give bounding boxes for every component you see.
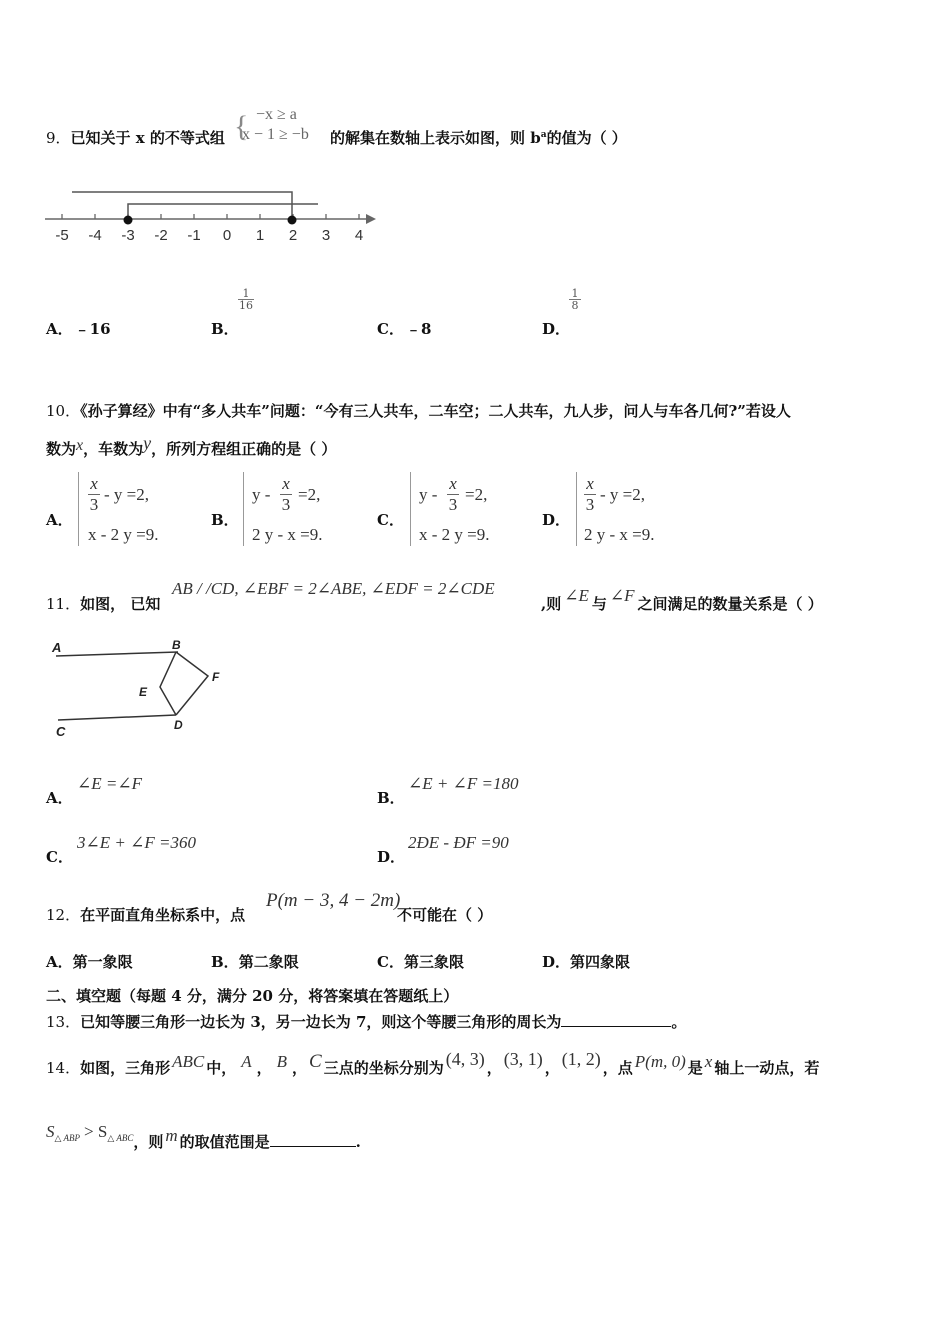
q14-coord-a: (4, 3) — [445, 1049, 485, 1069]
option-label: D． — [542, 511, 571, 529]
q13-text: 已知等腰三角形一边长为 3，另一边长为 7，则这个等腰三角形的周长为 — [80, 1013, 562, 1031]
q14-stem-line1: 14．如图，三角形 ABC 中， A ， B ， C 三点的坐标分别为 (4, 3) ， (3, 1) ， (1, 2) ，点 P(m, 0) 是 x 轴上一动点，若 — [46, 1049, 820, 1077]
axis-arrow-icon — [366, 214, 376, 224]
q10-var-x: x — [76, 437, 84, 454]
axis-tick-label: -3 — [121, 227, 135, 244]
q10-d-row2: 2 y - x =9. — [584, 525, 655, 544]
option-label: D． — [542, 320, 571, 338]
axis-tick-label: -4 — [88, 227, 102, 244]
q10-c-brace-icon — [410, 472, 413, 546]
q14-point-a: A — [241, 1052, 252, 1071]
q11-stem-pre — [46, 593, 160, 614]
option-value: 第四象限 — [570, 953, 631, 971]
q11-option-a[interactable] — [46, 787, 73, 808]
option-label: C． — [46, 848, 73, 866]
q10-option-c[interactable] — [377, 509, 404, 530]
q14-triangle-abc: ABC — [172, 1052, 205, 1071]
q11-option-c[interactable] — [46, 846, 73, 867]
q11-angle-f: ∠F — [609, 586, 635, 605]
q11-option-d-expr: 2ÐE - ÐF =90 — [408, 833, 509, 852]
option-label: A． — [46, 511, 73, 529]
path-bfd — [176, 652, 208, 715]
q14-point-c: C — [309, 1051, 322, 1072]
q10-a-row2: x - 2 y =9. — [88, 525, 159, 544]
q10-c-row1: =2, — [465, 485, 488, 504]
option-value: 第二象限 — [238, 953, 299, 971]
q12-stem-pre — [46, 904, 245, 925]
q10-b-row1-pre: y - — [252, 485, 271, 504]
q13-answer-blank[interactable] — [561, 1012, 671, 1027]
fraction-denominator: 16 — [239, 299, 253, 312]
q9-brace-icon: { — [234, 110, 249, 143]
q12-option-b[interactable] — [211, 951, 299, 972]
option-label: B． — [377, 789, 405, 807]
fraction-denominator: 3 — [585, 495, 595, 514]
option-label: C． — [377, 953, 404, 971]
fraction-numerator: x — [586, 474, 594, 493]
q13-end: 。 — [671, 1013, 687, 1031]
q10-a-row1: - y =2, — [104, 485, 149, 504]
q11-angle-e: ∠E — [564, 586, 589, 605]
label-b: B — [172, 638, 181, 652]
q9-stem-post — [330, 127, 627, 148]
q12-option-c[interactable] — [377, 951, 464, 972]
fraction-numerator: x — [90, 474, 98, 493]
q14-s-abp: S — [46, 1122, 55, 1141]
q14-gt-s: > S — [84, 1122, 108, 1141]
fraction-numerator: 1 — [571, 287, 579, 300]
path-bed — [160, 652, 176, 715]
option-label: A． — [46, 953, 73, 971]
q11-option-a-expr: ∠E =∠F — [77, 774, 142, 793]
q14-text-c: 三点的坐标分别为 — [323, 1059, 444, 1077]
q11-text-post: 之间满足的数量关系是（ ） — [637, 595, 823, 613]
q12-option-d[interactable] — [542, 951, 630, 972]
line-ab — [56, 652, 178, 656]
q10-c-row1-pre: y - — [419, 485, 438, 504]
q9-sys-row2: x − 1 ≥ −b — [242, 126, 309, 143]
label-d: D — [174, 718, 183, 732]
q9-option-c[interactable] — [377, 318, 431, 339]
solution-bar-upper — [72, 192, 292, 221]
label-f: F — [212, 670, 220, 684]
q14-coord-b: (3, 1) — [503, 1049, 543, 1069]
q12-text-post: 不可能在（ ） — [397, 906, 493, 924]
fraction-numerator: x — [449, 474, 457, 493]
q14-number: 14． — [46, 1059, 81, 1077]
q12-number: 12． — [46, 906, 81, 924]
q14-text-a: 如图，三角形 — [80, 1059, 171, 1077]
fraction-numerator: 1 — [242, 287, 250, 300]
option-label: D． — [377, 848, 406, 866]
q14-s-abp-sub: △ ABP — [54, 1133, 81, 1143]
q11-option-b-expr: ∠E + ∠F =180 — [408, 774, 519, 793]
q10-option-b[interactable] — [211, 509, 239, 530]
option-label: B． — [211, 953, 239, 971]
q14-text-h: 的取值范围是 — [179, 1133, 270, 1151]
q9-text-post: 的解集在数轴上表示如图，则 b — [330, 129, 541, 147]
q11-text-mid: ,则 — [541, 595, 562, 613]
option-label: C． — [377, 320, 404, 338]
axis-tick-label: 0 — [222, 227, 232, 244]
q14-var-m: m — [165, 1126, 178, 1145]
q11-option-c-expr: 3∠E + ∠F =360 — [77, 833, 196, 852]
q9-option-b[interactable] — [211, 318, 239, 339]
q11-text-and: 与 — [591, 595, 607, 613]
axis-tick-label: -1 — [187, 227, 201, 244]
axis-tick-label: 1 — [255, 227, 265, 244]
q13-number: 13． — [46, 1013, 81, 1031]
option-label: D． — [542, 953, 571, 971]
q9-sys-row1: −x ≥ a — [256, 106, 297, 123]
fraction-numerator: x — [282, 474, 290, 493]
q14-area-inequality — [46, 1123, 133, 1141]
q10-text-line1: 《孙子算经》中有“多人共车”问题：“今有三人共车，二车空；二人共车，九人步，问人与车各几何?”若设人 — [80, 402, 791, 420]
axis-tick-label: -5 — [55, 227, 69, 244]
q14-point-p: P(m, 0) — [634, 1052, 686, 1071]
q9-number-line — [40, 185, 385, 250]
option-label: C． — [377, 511, 404, 529]
fraction-denominator: 3 — [448, 495, 458, 514]
q9-option-d[interactable] — [542, 318, 570, 339]
q10-text-a: 数为 — [46, 440, 77, 458]
q10-b-brace-icon — [243, 472, 246, 546]
q10-b-row2: 2 y - x =9. — [252, 525, 323, 544]
option-value: ﹣16 — [74, 320, 111, 338]
q14-end: . — [355, 1133, 361, 1151]
q9-text-end: 的值为（ ） — [546, 129, 627, 147]
option-value: 第一象限 — [72, 953, 133, 971]
option-label: A． — [46, 320, 73, 338]
q11-figure — [48, 632, 238, 742]
q10-d-row1: - y =2, — [600, 485, 645, 504]
axis-tick-label: 2 — [288, 227, 298, 244]
q12-option-a[interactable] — [46, 951, 133, 972]
q14-stem-line2 — [46, 1122, 361, 1154]
q14-text-b: 中， — [206, 1059, 237, 1077]
option-label: A． — [46, 789, 73, 807]
q11-number: 11． — [46, 595, 81, 613]
q10-c-row2: x - 2 y =9. — [419, 525, 490, 544]
q10-text-b: ，车数为 — [83, 440, 144, 458]
q11-option-d[interactable] — [377, 846, 405, 867]
q14-var-x: x — [704, 1052, 713, 1071]
q9-number: 9． — [46, 129, 71, 147]
option-value: 第三象限 — [403, 953, 464, 971]
fraction-denominator: 3 — [89, 495, 99, 514]
q14-text-g: ，则 — [133, 1133, 164, 1151]
q12-text-pre: 在平面直角坐标系中，点 — [80, 906, 246, 924]
q14-text-e: 是 — [687, 1059, 703, 1077]
fraction-denominator: 3 — [281, 495, 291, 514]
q11-condition: AB / /CD, ∠EBF = 2∠ABE, ∠EDF = 2∠CDE — [172, 579, 495, 598]
axis-tick-label: 3 — [321, 227, 331, 244]
q10-option-a[interactable] — [46, 509, 73, 530]
q10-c-fraction — [447, 474, 459, 515]
q10-b-row1: =2, — [298, 485, 321, 504]
q10-a-brace-icon — [78, 472, 81, 546]
label-c: C — [56, 724, 66, 739]
q14-text-d: ，点 — [602, 1059, 633, 1077]
option-value: ﹣8 — [405, 320, 432, 338]
solid-dot-minus3 — [124, 216, 133, 225]
line-cd — [58, 715, 176, 720]
option-label: B． — [211, 320, 239, 338]
q11-option-b[interactable] — [377, 787, 405, 808]
q10-d-fraction — [584, 474, 596, 515]
q11-stem-post — [541, 586, 823, 614]
axis-tick-label: 4 — [354, 227, 364, 244]
q10-number: 10． — [46, 402, 81, 420]
q13-stem — [46, 1011, 686, 1032]
q10-stem-line1 — [46, 400, 791, 421]
option-label: B． — [211, 511, 239, 529]
section-2-heading: 二、填空题（每题 4 分，满分 20 分，将答案填在答题纸上） — [46, 987, 459, 1005]
q9-option-a[interactable] — [46, 318, 111, 339]
q10-b-fraction — [280, 474, 292, 515]
q10-text-c: ，所列方程组正确的是（ ） — [151, 440, 337, 458]
label-a: A — [52, 640, 62, 655]
q10-a-fraction — [88, 474, 100, 515]
q14-text-f: 轴上一动点，若 — [714, 1059, 820, 1077]
q9-text-pre: 已知关于 x 的不等式组 — [70, 129, 225, 147]
q9-option-b-fraction — [238, 288, 254, 311]
q14-point-b: B — [276, 1052, 288, 1071]
fraction-denominator: 8 — [569, 299, 581, 311]
solid-dot-2 — [288, 216, 297, 225]
q10-stem-line2 — [46, 433, 337, 459]
q10-option-d[interactable] — [542, 509, 570, 530]
q12-point: P(m − 3, 4 − 2m) — [266, 890, 401, 911]
q14-s-abc-sub: △ ABC — [107, 1133, 134, 1143]
q14-answer-blank[interactable] — [270, 1132, 356, 1147]
q10-var-y: y — [143, 433, 152, 453]
axis-tick-label: -2 — [154, 227, 168, 244]
q9-stem — [46, 127, 225, 148]
q9-option-d-fraction — [569, 288, 581, 311]
label-e: E — [139, 685, 148, 699]
q9-exponent: a — [540, 130, 547, 140]
q10-d-brace-icon — [576, 472, 579, 546]
q14-coord-c: (1, 2) — [561, 1049, 601, 1069]
q11-text-pre: 如图， 已知 — [80, 595, 161, 613]
